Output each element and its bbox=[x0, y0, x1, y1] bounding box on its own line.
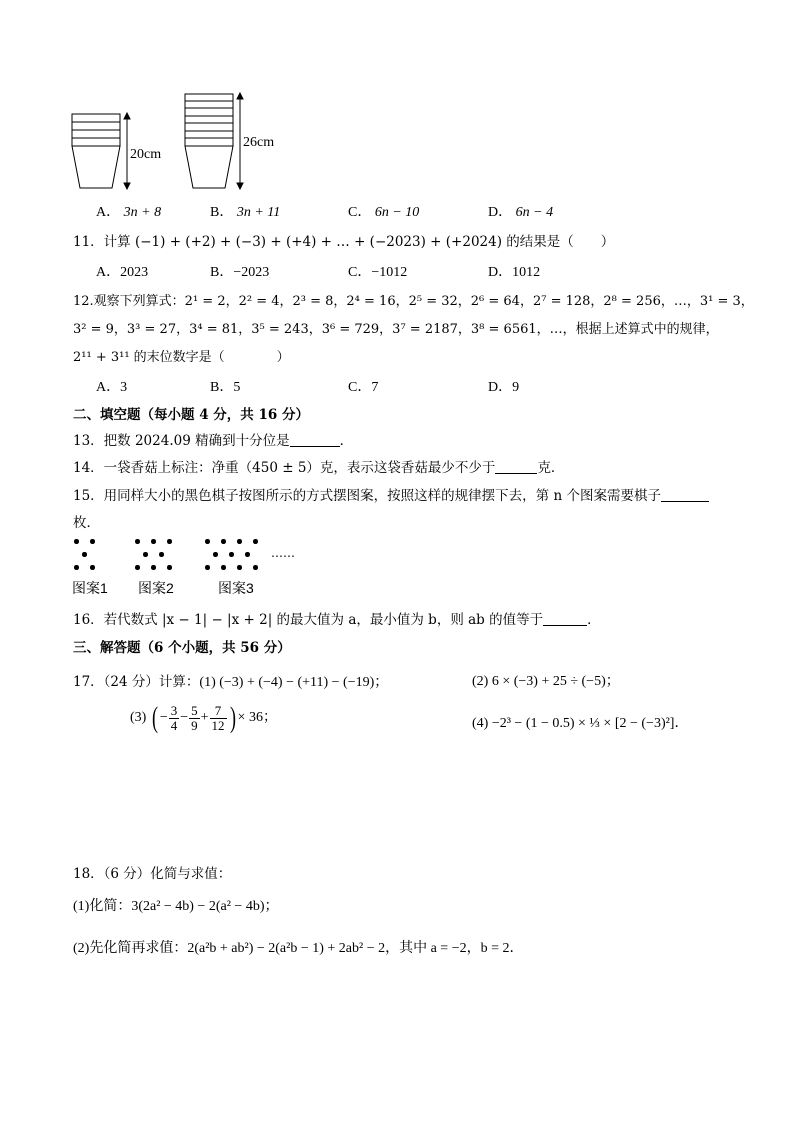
height-label-small: 20cm bbox=[130, 147, 162, 162]
q10-option-d bbox=[488, 201, 553, 221]
pattern-label-2: 图案2 bbox=[138, 580, 174, 596]
q12-line-2: 3² = 9，3³ = 27，3⁴ = 81，3⁵ = 243，3⁶ = 729，3⁷ = 2187，3⁸ = 6561，…，根据上述算式中的规律， bbox=[73, 322, 719, 337]
q10-option-a bbox=[96, 201, 161, 221]
pattern-ellipsis: …… bbox=[271, 546, 295, 560]
option-text: 6n − 10 bbox=[374, 205, 420, 220]
q16 bbox=[73, 608, 601, 628]
fraction-3: $\frac{7}{12}$ bbox=[211, 702, 225, 733]
pattern-label-3: 图案3 bbox=[218, 580, 254, 596]
option-text: 3n + 8 bbox=[123, 205, 162, 220]
q17-part-1: (1) (−3) + (−4) − (+11) − (−19)； bbox=[199, 675, 389, 690]
fraction-1: $\frac{3}{4}$ bbox=[170, 702, 178, 733]
answer-blank[interactable] bbox=[290, 432, 340, 447]
q12-option-b: B．5 bbox=[210, 380, 241, 395]
q17-part-4: (4) −2³ − (1 − 0.5) × ⅓ × [2 − (−3)²]． bbox=[472, 716, 689, 731]
q14 bbox=[73, 456, 564, 476]
q18-part-2: (2)先化简再求值：2(a²b + ab²) − 2(a²b − 1) + 2ab² − 2，其中 a = −2，b = 2． bbox=[73, 941, 524, 956]
stacked-bowls-figure bbox=[60, 88, 300, 198]
answer-blank[interactable] bbox=[543, 611, 587, 626]
q10-option-c bbox=[348, 201, 419, 221]
q11-option-a: A．2023 bbox=[96, 265, 149, 280]
option-text: 6n − 4 bbox=[515, 205, 554, 220]
height-label-large: 26cm bbox=[243, 135, 275, 150]
q17-part-2: (2) 6 × (−3) + 25 ÷ (−5)； bbox=[472, 674, 620, 689]
section-heading-fill-in: 二、填空题（每小题 4 分，共 16 分） bbox=[73, 407, 309, 423]
q15-text: 15．用同样大小的黑色棋子按图所示的方式摆图案，按照这样的规律摆下去，第 n 个图案需要棋子 bbox=[73, 488, 661, 504]
q12-line-1: 12.观察下列算式：2¹ = 2，2² = 4，2³ = 8，2⁴ = 16，2⁵ = 32，2⁶ = 64，2⁷ = 128，2⁸ = 256，…，3¹ = 3， bbox=[73, 294, 754, 309]
q12-option-c: C．7 bbox=[348, 380, 379, 395]
option-letter: A． bbox=[96, 205, 121, 220]
q17-part-3: (3) ( − $\frac{3}{4}$ − $\frac{5}{9}$ + $\frac{7}{12}$ ) × 36； bbox=[130, 701, 277, 734]
q17-row-1 bbox=[73, 670, 388, 691]
q12-option-d: D．9 bbox=[488, 380, 520, 395]
q16-tail: ． bbox=[587, 612, 601, 628]
q14-tail: 克． bbox=[537, 460, 565, 476]
q13-text: 13．把数 2024.09 精确到十分位是 bbox=[73, 433, 290, 449]
q12-option-a: A．3 bbox=[96, 380, 128, 395]
q18-head: 18．（6 分）化简与求值： bbox=[73, 866, 232, 882]
q18-part-1: (1)化简：3(2a² − 4b) − 2(a² − 4b)； bbox=[73, 899, 279, 914]
answer-blank[interactable] bbox=[661, 487, 709, 502]
option-text: 3n + 11 bbox=[236, 205, 281, 220]
bowl-stack-small bbox=[72, 114, 120, 188]
q10-option-b bbox=[210, 201, 280, 221]
q17-head: 17．（24 分）计算： bbox=[73, 674, 200, 690]
part-3-tail: × 36； bbox=[237, 710, 277, 726]
q11-option-b: B．−2023 bbox=[210, 265, 270, 280]
pattern-label-1: 图案1 bbox=[72, 580, 108, 596]
q16-text: 16．若代数式 |x − 1| − |x + 2| 的最大值为 a，最小值为 b，则 ab 的值等于 bbox=[73, 612, 544, 628]
q11-stem: 11．计算 (−1) + (+2) + (−3) + (+4) + … + (−2023) + (+2024) 的结果是（ ） bbox=[73, 234, 615, 250]
q14-text: 14．一袋香菇上标注：净重（450 ± 5）克，表示这袋香菇最少不少于 bbox=[73, 460, 496, 476]
q15-line-1 bbox=[73, 484, 709, 504]
q11-option-d: D．1012 bbox=[488, 265, 541, 280]
option-letter: D． bbox=[488, 205, 513, 220]
q15-line-2: 枚． bbox=[73, 515, 100, 531]
bowl-stack-large bbox=[185, 94, 233, 188]
part-label: (3) bbox=[130, 710, 147, 726]
option-letter: B． bbox=[210, 205, 234, 220]
answer-blank[interactable] bbox=[495, 459, 537, 474]
section-heading-solutions: 三、解答题（6 个小题，共 56 分） bbox=[73, 640, 291, 656]
option-letter: C． bbox=[348, 205, 372, 220]
q12-line-3: 2¹¹ + 3¹¹ 的末位数字是（ ） bbox=[73, 350, 290, 365]
q13: 13．把数 2024.09 精确到十分位是 ． bbox=[73, 433, 354, 449]
fraction-2: $\frac{5}{9}$ bbox=[191, 702, 198, 733]
q11-option-c: C．−1012 bbox=[348, 265, 408, 280]
